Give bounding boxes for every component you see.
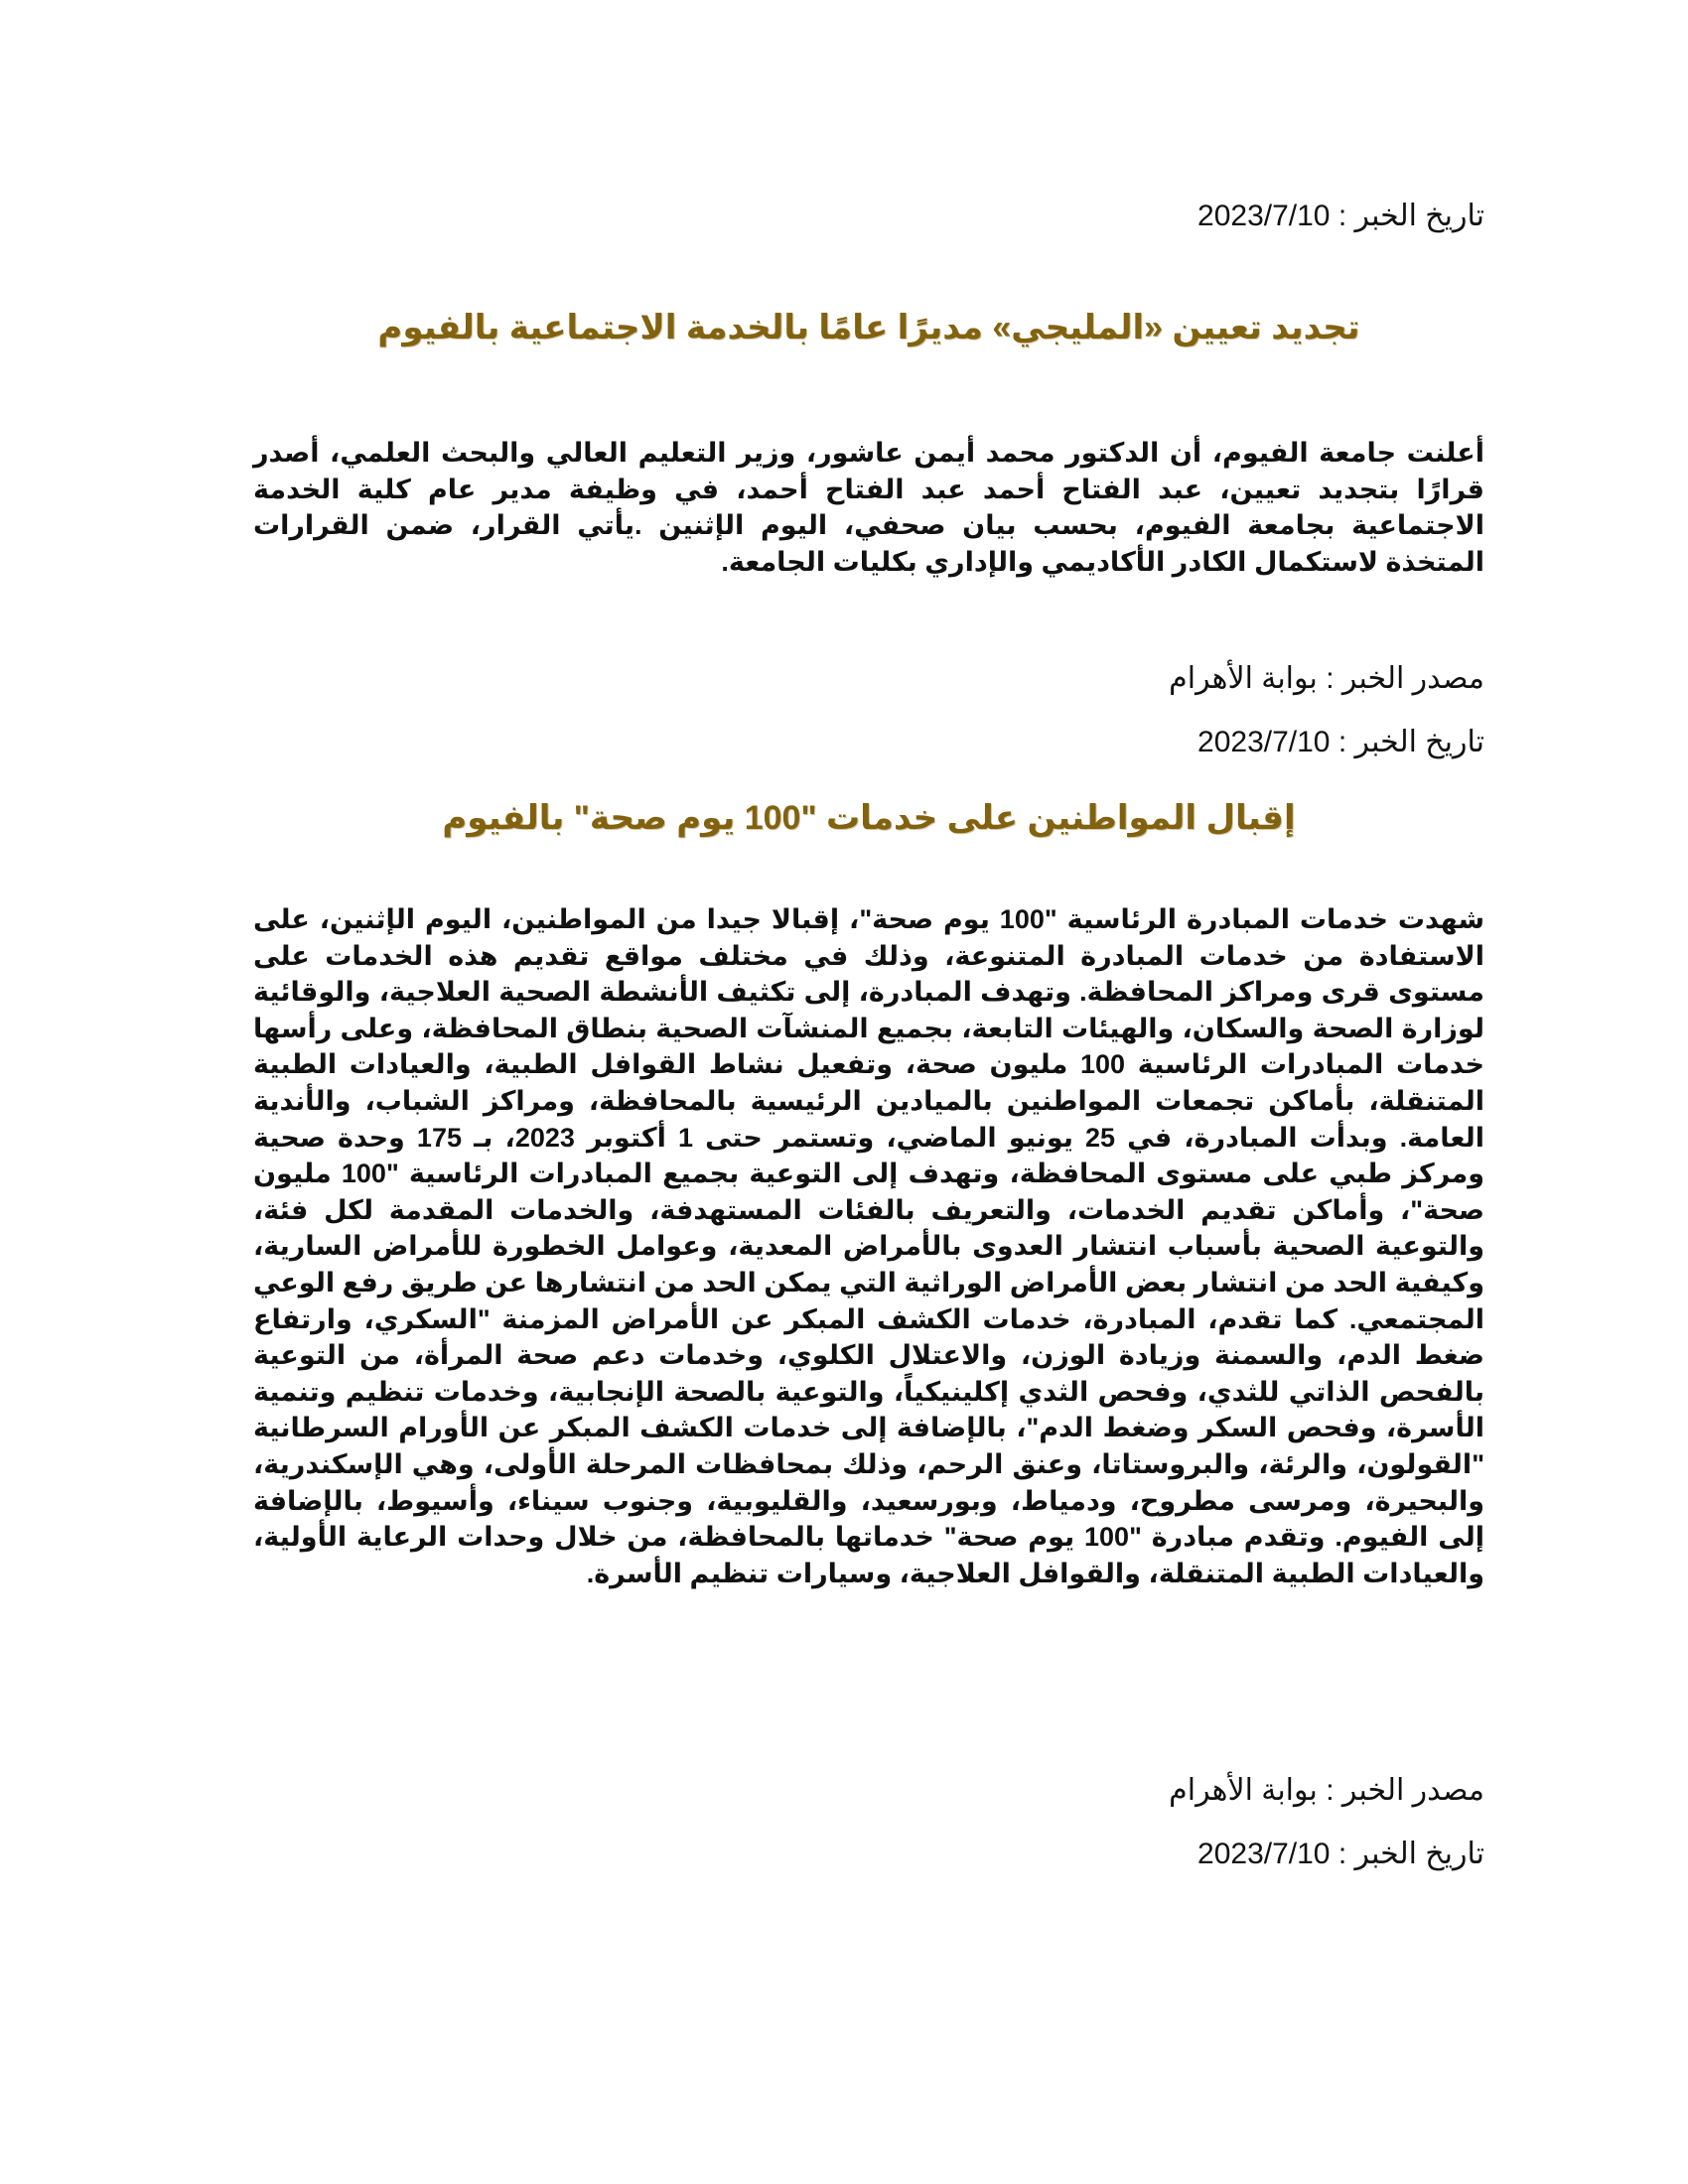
- article-body: أعلنت جامعة الفيوم، أن الدكتور محمد أيمن عاشور، وزير التعليم العالي والبحث العلمي، أصدر قرارًا بتجديد تعيين، عبد الفتاح أحمد عبد الفتاح أحمد، في وظيفة مدير عام كلية الخدمة الاجتماعية بجامعة الفيوم، بحسب بيان صحفي، اليوم الإثنين .يأتي القرار، ضمن القرارات المتخذة لاستكمال الكادر الأكاديمي والإداري بكليات الجامعة.: [253, 438, 1484, 577]
- news-date-separator: :: [1337, 726, 1347, 758]
- article-title: تجديد تعيين «المليجي» مديرًا عامًا بالخدمة الاجتماعية بالفيوم: [377, 309, 1360, 346]
- news-source-separator: :: [1326, 662, 1335, 695]
- news-date-separator: :: [1337, 200, 1347, 232]
- article-body: شهدت خدمات المبادرة الرئاسية "100 يوم صحة"، إقبالا جيدا من المواطنين، اليوم الإثنين، على الاستفادة من خدمات المبادرة المتنوعة، وذلك في مختلف مواقع تقديم هذه الخدمات على مستوى قرى ومراكز المحافظة. وتهدف المبادرة، إلى تكثيف الأنشطة الصحية العلاجية، والوقائية لوزارة الصحة والسكان، والهيئات التابعة، بجميع المنشآت الصحية بنطاق المحافظة، وعلى رأسها خدمات المبادرات الرئاسية 100 مليون صحة، وتفعيل نشاط القوافل الطبية، والعيادات الطبية المتنقلة، بأماكن تجمعات المواطنين بالميادين الرئيسية بالمحافظة، ومراكز الشباب، والأندية العامة. وبدأت المبادرة، في 25 يونيو الماضي، وتستمر حتى 1 أكتوبر 2023، بـ 175 وحدة صحية ومركز طبي على مستوى المحافظة، وتهدف إلى التوعية بجميع المبادرات الرئاسية "100 مليون صحة"، وأماكن تقديم الخدمات، والتعريف بالفئات المستهدفة، والخدمات المقدمة لكل فئة، والتوعية الصحية بأسباب انتشار العدوى بالأمراض المعدية، وعوامل الخطورة للأمراض السارية، وكيفية الحد من انتشار بعض الأمراض الوراثية التي يمكن الحد من انتشارها عن طريق رفع الوعي المجتمعي. كما تقدم، المبادرة، خدمات الكشف المبكر عن الأمراض المزمنة "السكري، وارتفاع ضغط الدم، والسمنة وزيادة الوزن، والاعتلال الكلوي، وخدمات دعم صحة المرأة، من التوعية بالفحص الذاتي للثدي، وفحص الثدي إكلينيكياً، والتوعية بالصحة الإنجابية، وخدمات تنظيم وتنمية الأسرة، وفحص السكر وضغط الدم"، بالإضافة إلى خدمات الكشف المبكر عن الأورام السرطانية "القولون، والرئة، والبروستاتا، وعنق الرحم، وذلك بمحافظات المرحلة الأولى، وهي الإسكندرية، والبحيرة، ومرسى مطروح، ودمياط، وبورسعيد، والقليوبية، وجنوب سيناء، وأسيوط، بالإضافة إلى الفيوم. وتقدم مبادرة "100 يوم صحة" خدماتها بالمحافظة، من خلال وحدات الرعاية الأولية، والعيادات الطبية المتنقلة، والقوافل العلاجية، وسيارات تنظيم الأسرة.: [253, 904, 1485, 1588]
- news-date-line: [1197, 1835, 1484, 1874]
- news-date-label: تاريخ الخبر: [1354, 1838, 1484, 1870]
- news-source-value: بوابة الأهرام: [1169, 662, 1318, 695]
- news-date-label: تاريخ الخبر: [1354, 200, 1484, 232]
- news-source-label: مصدر الخبر: [1341, 1774, 1484, 1807]
- news-date-value: 2023/7/10: [1197, 726, 1331, 758]
- news-date-line: [1197, 723, 1484, 762]
- news-date-line: [1197, 197, 1484, 236]
- news-source-separator: :: [1326, 1774, 1335, 1807]
- news-date-separator: :: [1337, 1838, 1347, 1870]
- news-date-value: 2023/7/10: [1197, 1838, 1331, 1870]
- news-source-line: [1169, 1771, 1484, 1811]
- news-source-value: بوابة الأهرام: [1169, 1774, 1318, 1807]
- news-source-line: [1169, 659, 1484, 699]
- news-date-label: تاريخ الخبر: [1354, 726, 1484, 758]
- news-date-value: 2023/7/10: [1197, 200, 1331, 232]
- news-source-label: مصدر الخبر: [1341, 662, 1484, 695]
- article-title: إقبال المواطنين على خدمات "100 يوم صحة" بالفيوم: [442, 799, 1296, 837]
